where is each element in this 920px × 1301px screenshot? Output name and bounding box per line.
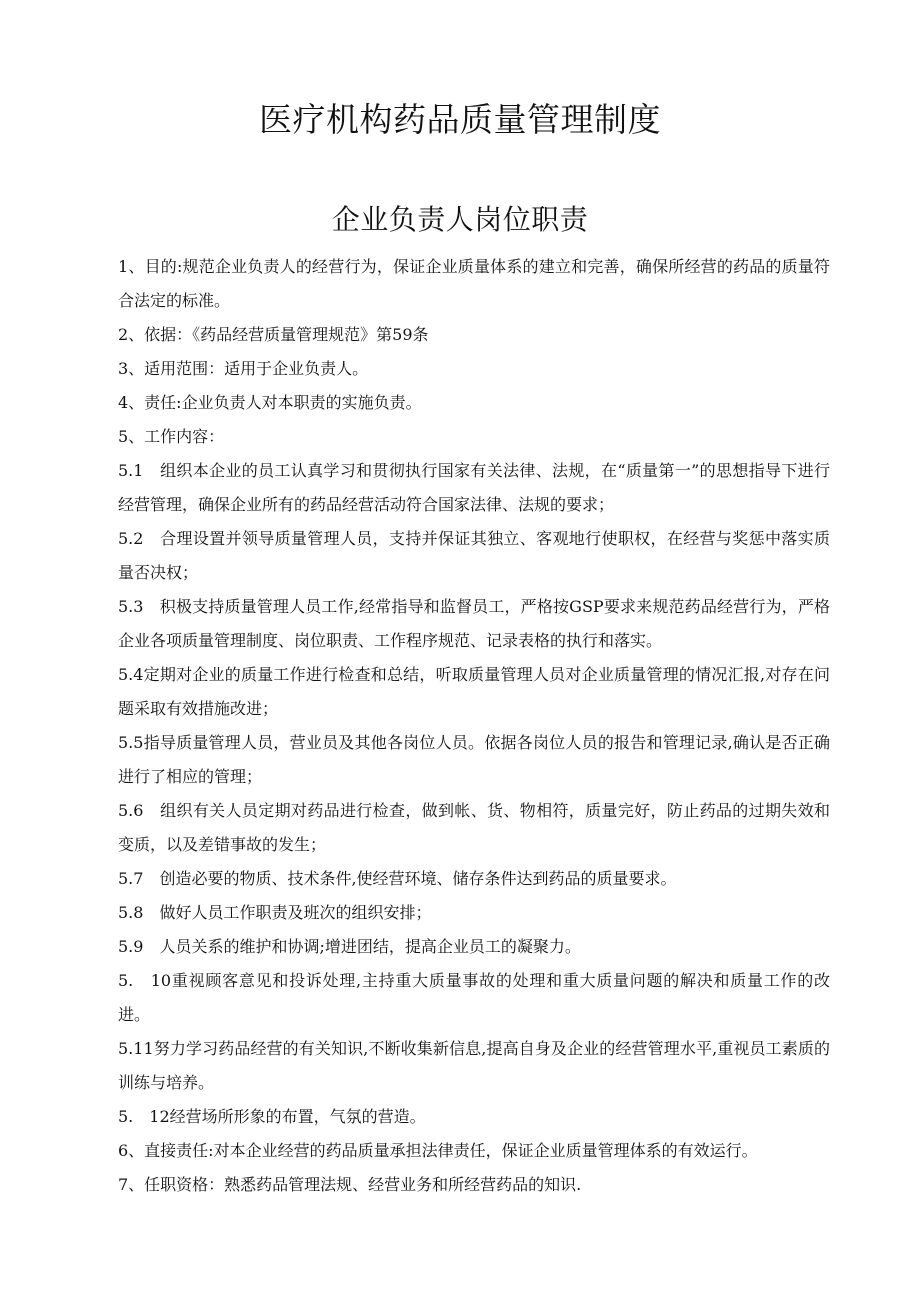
paragraph-item-5-12: 5. 12经营场所形象的布置，气氛的营造。 — [118, 1107, 426, 1126]
paragraph-item-5-3: 5.3 积极支持质量管理人员工作,经常指导和监督员工，严格按GSP要求来规范药品经营行为，严格企业各项质量管理制度、岗位职责、工作程序规范、记录表格的执行和落实。 — [118, 597, 830, 650]
paragraph-item-5-11: 5.11努力学习药品经营的有关知识,不断收集新信息,提高自身及企业的经营管理水平,重视员工素质的训练与培养。 — [118, 1039, 830, 1092]
paragraph-item-5-4: 5.4定期对企业的质量工作进行检查和总结，听取质量管理人员对企业质量管理的情况汇报,对存在问题采取有效措施改进； — [118, 665, 830, 718]
document-body — [118, 250, 830, 1202]
paragraph-item-5-5: 5.5指导质量管理人员，营业员及其他各岗位人员。依据各岗位人员的报告和管理记录,确认是否正确进行了相应的管理； — [118, 733, 830, 786]
paragraph-item-5-10: 5. 10重视顾客意见和投诉处理,主持重大质量事故的处理和重大质量问题的解决和质量工作的改进。 — [118, 971, 830, 1024]
section-title: 企业负责人岗位职责 — [331, 203, 589, 236]
paragraph-qualifications: 7、任职资格：熟悉药品管理法规、经营业务和所经营药品的知识. — [118, 1175, 582, 1194]
paragraph-item-5-9: 5.9 人员关系的维护和协调;增进团结，提高企业员工的凝聚力。 — [118, 937, 581, 956]
paragraph-item-5-8: 5.8 做好人员工作职责及班次的组织安排； — [118, 903, 432, 922]
paragraph-item-5-6: 5.6 组织有关人员定期对药品进行检查，做到帐、货、物相符，质量完好，防止药品的过期失效和变质，以及差错事故的发生； — [118, 801, 830, 854]
paragraph-item-5-7: 5.7 创造必要的物质、技术条件,使经营环境、储存条件达到药品的质量要求。 — [118, 869, 677, 888]
paragraph-responsibility: 4、责任:企业负责人对本职责的实施负责。 — [118, 393, 422, 412]
paragraph-scope: 3、适用范围：适用于企业负责人。 — [118, 359, 369, 378]
document-title: 医疗机构药品质量管理制度 — [259, 100, 661, 139]
paragraph-item-5-2: 5.2 合理设置并领导质量管理人员，支持并保证其独立、客观地行使职权，在经营与奖惩中落实质量否决权； — [118, 529, 830, 582]
paragraph-direct-responsibility: 6、直接责任:对本企业经营的药品质量承担法律责任，保证企业质量管理体系的有效运行。 — [118, 1141, 758, 1160]
paragraph-purpose: 1、目的:规范企业负责人的经营行为，保证企业质量体系的建立和完善，确保所经营的药品的质量符合法定的标准。 — [118, 257, 830, 310]
paragraph-item-5-1: 5.1 组织本企业的员工认真学习和贯彻执行国家有关法律、法规，在“质量第一”的思想指导下进行经营管理，确保企业所有的药品经营活动符合国家法律、法规的要求； — [118, 461, 830, 514]
paragraph-basis: 2、依据：《药品经营质量管理规范》第59条 — [118, 325, 429, 344]
paragraph-work-content: 5、工作内容： — [118, 427, 225, 446]
